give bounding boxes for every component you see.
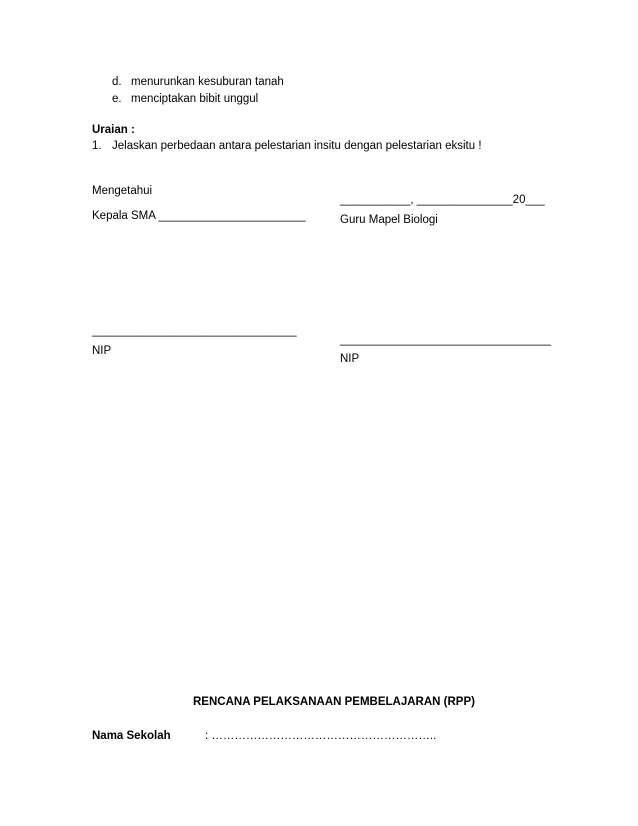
kepala-sma-line: Kepala SMA _______________________ [92, 210, 306, 222]
option-e-text: menciptakan bibit unggul [131, 93, 259, 105]
right-nip-label: NIP [340, 353, 360, 365]
uraian-heading: Uraian : [92, 124, 135, 136]
option-d-text: menurunkan kesuburan tanah [131, 76, 284, 88]
guru-mapel-label: Guru Mapel Biologi [340, 214, 438, 226]
uraian-item-number: 1. [92, 140, 102, 152]
mengetahui-label: Mengetahui [92, 185, 153, 197]
nama-sekolah-label: Nama Sekolah [92, 730, 171, 742]
uraian-item-text: Jelaskan perbedaan antara pelestarian insitu dengan pelestarian eksitu ! [112, 140, 482, 152]
right-signature-line: _________________________________ [340, 334, 552, 346]
option-d-letter: d. [112, 76, 122, 88]
rpp-title: RENCANA PELAKSANAAN PEMBELAJARAN (RPP) [193, 696, 475, 708]
left-signature-line: ________________________________ [92, 325, 297, 337]
left-nip-label: NIP [92, 345, 112, 357]
date-line: ___________, _______________20___ [340, 194, 545, 206]
nama-sekolah-value: : ………………………………………………….. [205, 730, 437, 742]
option-e-letter: e. [112, 93, 122, 105]
